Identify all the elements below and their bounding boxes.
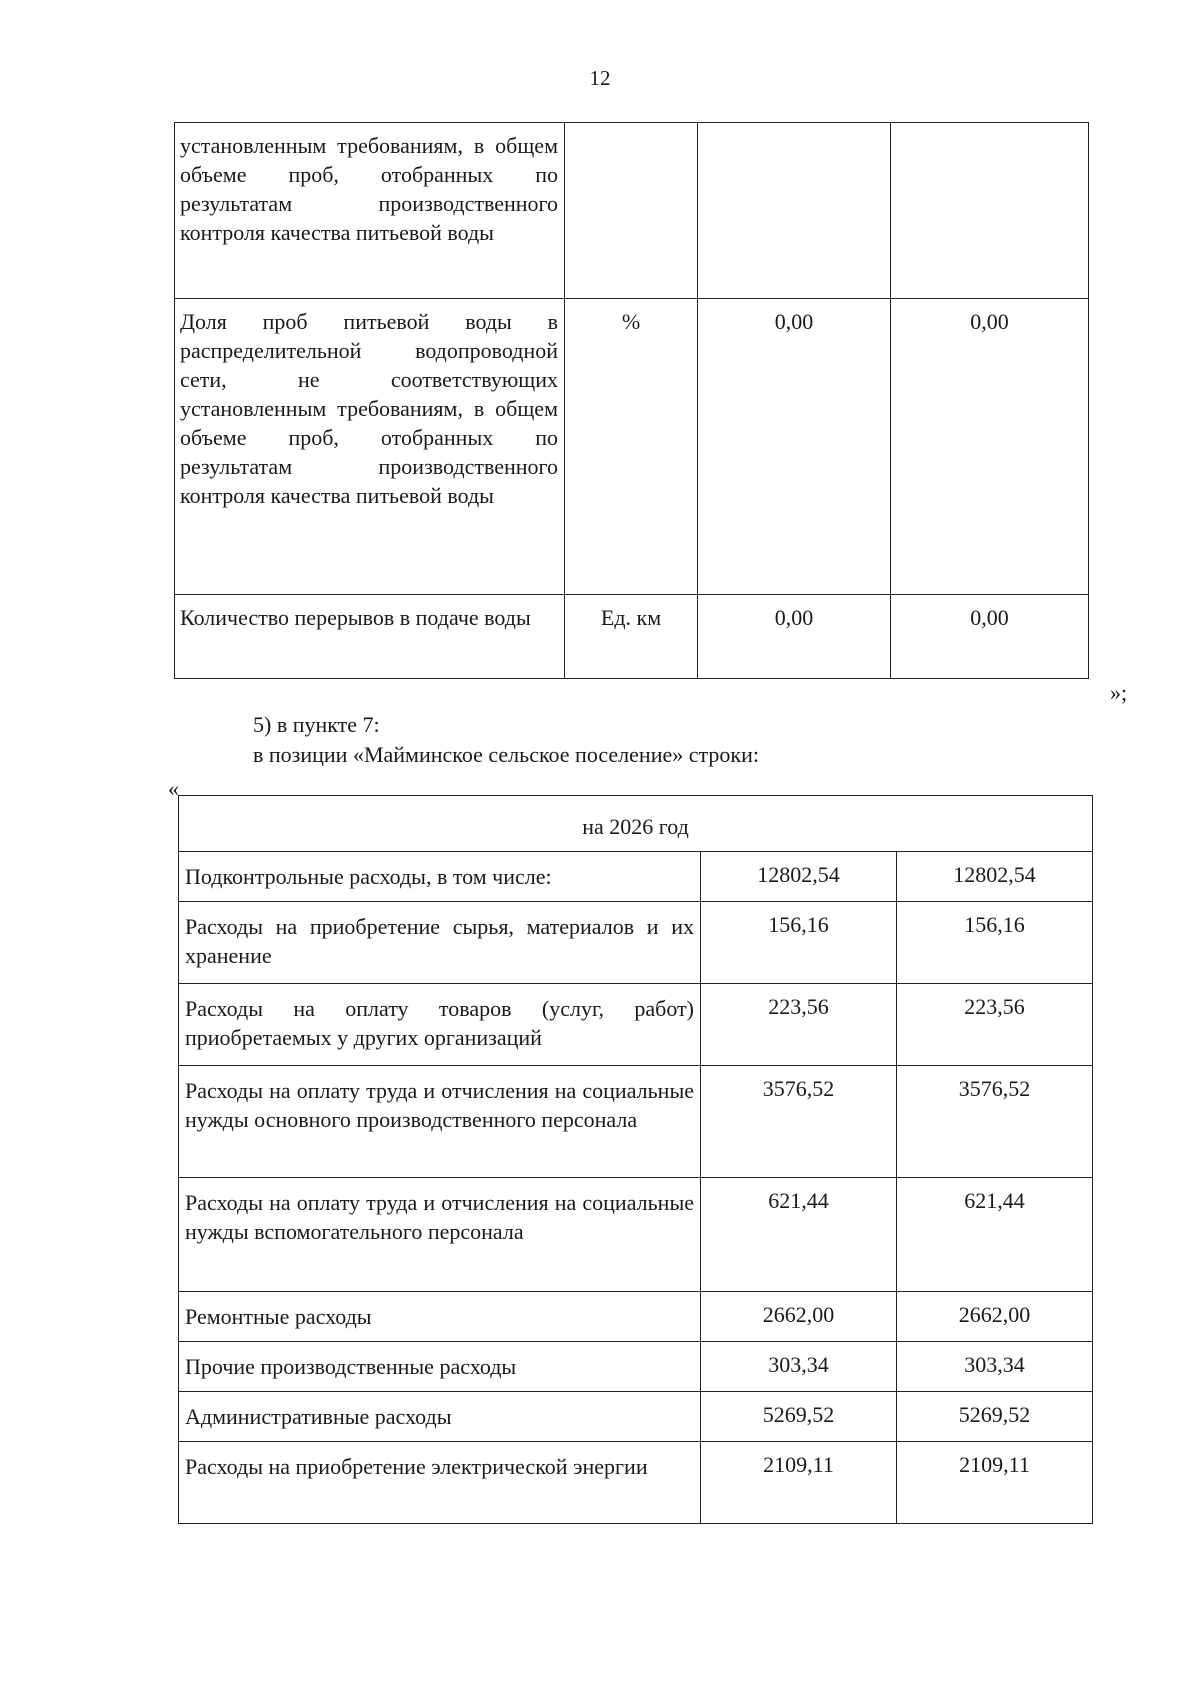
indicator-description: Доля проб питьевой воды в распределительной водопроводной сети, не соответствующих установленным требованиям, в общем объеме проб, отобранных по результатам производственного контроля качества питьевой воды [175, 299, 565, 595]
value-cell: 621,44 [897, 1178, 1093, 1292]
table-row [179, 1066, 1093, 1178]
expense-description: Расходы на оплату товаров (услуг, работ) приобретаемых у других организаций [179, 984, 701, 1066]
value-cell: 5269,52 [701, 1392, 897, 1442]
value-cell [698, 123, 891, 299]
table-row [175, 123, 1089, 299]
value-cell: 5269,52 [897, 1392, 1093, 1442]
value-cell: 0,00 [891, 299, 1089, 595]
value-cell [891, 123, 1089, 299]
expense-description: Расходы на приобретение сырья, материалов и их хранение [179, 902, 701, 984]
value-cell: 156,16 [897, 902, 1093, 984]
expense-description: Расходы на оплату труда и отчисления на социальные нужды основного производственного персонала [179, 1066, 701, 1178]
table-row [179, 1392, 1093, 1442]
value-cell: 0,00 [698, 299, 891, 595]
year-header: на 2026 год [179, 796, 1093, 852]
year-header-row [179, 796, 1093, 852]
value-cell: 2109,11 [701, 1442, 897, 1524]
expense-description: Подконтрольные расходы, в том числе: [179, 852, 701, 902]
expense-description: Административные расходы [179, 1392, 701, 1442]
value-cell: 12802,54 [897, 852, 1093, 902]
value-cell: 621,44 [701, 1178, 897, 1292]
value-cell: 0,00 [891, 595, 1089, 679]
unit-cell: % [565, 299, 698, 595]
value-cell: 303,34 [701, 1342, 897, 1392]
table-row [179, 1342, 1093, 1392]
position-line: в позиции «Майминское сельское поселение» строки: [253, 742, 759, 767]
value-cell: 156,16 [701, 902, 897, 984]
table-row [175, 595, 1089, 679]
item-line: 5) в пункте 7: [253, 712, 380, 737]
value-cell: 2662,00 [897, 1292, 1093, 1342]
value-cell: 2662,00 [701, 1292, 897, 1342]
value-cell: 3576,52 [897, 1066, 1093, 1178]
value-cell: 2109,11 [897, 1442, 1093, 1524]
table-row [179, 902, 1093, 984]
value-cell: 223,56 [701, 984, 897, 1066]
table-row [179, 984, 1093, 1066]
value-cell: 0,00 [698, 595, 891, 679]
value-cell: 12802,54 [701, 852, 897, 902]
unit-cell: Ед. км [565, 595, 698, 679]
expense-description: Прочие производственные расходы [179, 1342, 701, 1392]
expense-description: Расходы на приобретение электрической энергии [179, 1442, 701, 1524]
closing-quote: »; [1110, 680, 1128, 705]
table-row [179, 1178, 1093, 1292]
indicator-description: Количество перерывов в подаче воды [175, 595, 565, 679]
value-cell: 3576,52 [701, 1066, 897, 1178]
indicator-description: установленным требованиям, в общем объеме проб, отобранных по результатам производственного контроля качества питьевой воды [175, 123, 565, 299]
table-row [175, 299, 1089, 595]
table-row [179, 852, 1093, 902]
unit-cell [565, 123, 698, 299]
expense-description: Ремонтные расходы [179, 1292, 701, 1342]
value-cell: 303,34 [897, 1342, 1093, 1392]
water-quality-table [174, 122, 1089, 679]
table-row [179, 1292, 1093, 1342]
expenses-table [178, 795, 1093, 1524]
opening-quote: « [168, 776, 179, 801]
value-cell: 223,56 [897, 984, 1093, 1066]
expense-description: Расходы на оплату труда и отчисления на социальные нужды вспомогательного персонала [179, 1178, 701, 1292]
page-number: 12 [589, 66, 611, 90]
table-row [179, 1442, 1093, 1524]
